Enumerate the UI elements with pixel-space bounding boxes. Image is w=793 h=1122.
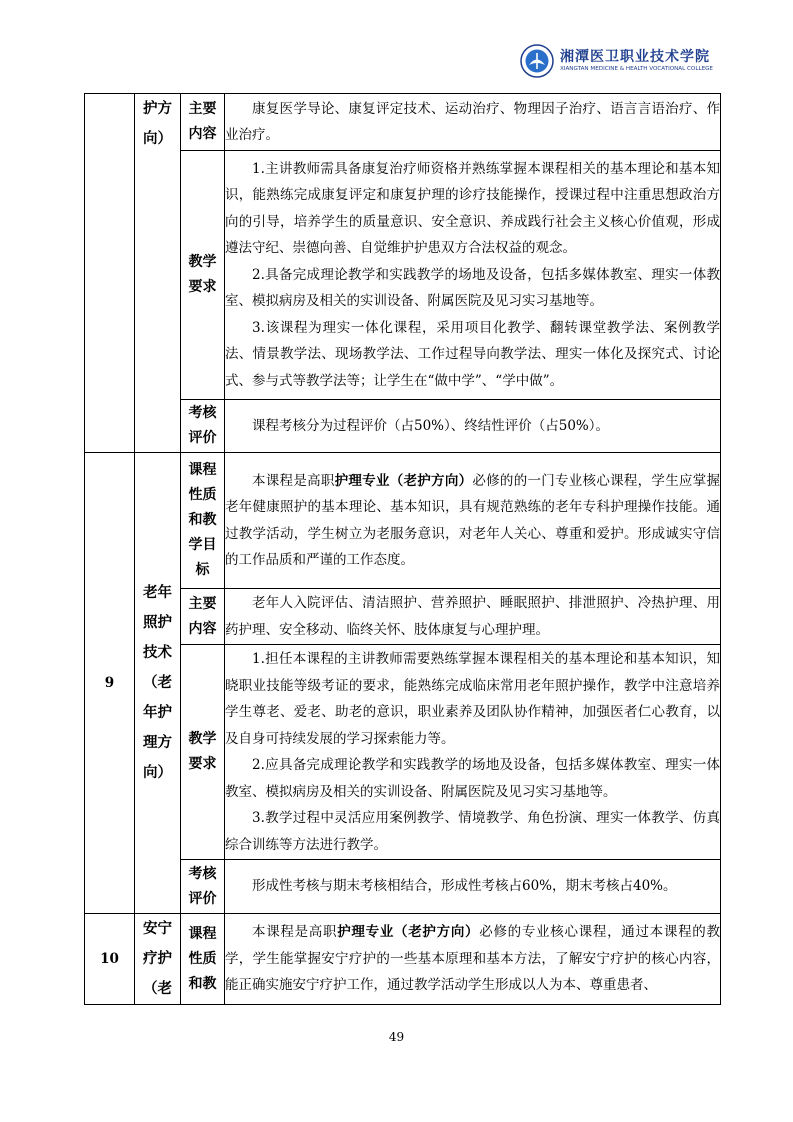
course-number: 10 — [85, 914, 135, 1005]
section-content — [225, 400, 721, 453]
paragraph: 形成性考核与期末考核相结合，形成性考核占60%，期末考核占40%。 — [252, 878, 677, 895]
section-heading: 课程 性质 和教 学目 标 — [181, 453, 225, 589]
logo-chinese-name: 湘潭医卫职业技术学院 — [560, 49, 710, 65]
goal-text-post: 必修的的一门专业核心课程，学生应掌握老年健康照护的基本理论、基本知识，具有规范熟练的老年专科护理操作技能。通过教学活动，学生树立为老服务意识，对老年人关心、尊重和爱护。形成诚实守信的工作品质和严谨的工作态度。 — [225, 472, 721, 568]
section-heading: 考核 评价 — [181, 860, 225, 914]
section-content — [225, 645, 721, 860]
section-content — [225, 589, 721, 645]
course-name: 护方 向） — [135, 94, 181, 453]
goal-text-major: 护理专业（老护方向） — [334, 472, 473, 489]
table-row — [85, 94, 721, 151]
paragraph: 3.该课程为理实一体化课程，采用项目化教学、翻转课堂教学法、案例教学法、情景教学法、现场教学法、工作过程导向教学法、理实一体化及探究式、讨论式、参与式等教学法等；让学生在“做中学”、“学中做”。 — [225, 319, 720, 389]
table-row — [85, 589, 721, 645]
table-row — [85, 453, 721, 589]
table-row — [85, 151, 721, 400]
section-content — [225, 860, 721, 914]
section-content — [225, 914, 721, 1005]
page-number: 49 — [388, 1030, 405, 1044]
paragraph: 课程考核分为过程评价（占50%）、终结性评价（占50%）。 — [252, 417, 610, 434]
table-row — [85, 400, 721, 453]
paragraph: 1.担任本课程的主讲教师需要熟练掌握本课程相关的基本理论和基本知识，知晓职业技能等级考证的要求，能熟练完成临床常用老年照护操作，教学中注意培养学生尊老、爱老、助老的意识，职业素养及团队协作精神，加强医者仁心教育，以及自身可持续发展的学习探索能力等。 — [225, 651, 720, 747]
section-heading: 主要 内容 — [181, 94, 225, 151]
goal-text-post: 必修的专业核心课程，通过本课程的教学，学生能掌握安宁疗护的一些基本原理和基本方法，了解安宁疗护的核心内容，能正确实施安宁疗护工作，通过教学活动学生形成以人为本、尊重患者、 — [225, 924, 720, 994]
logo-english-name: XIANGTAN MEDICINE & HEALTH VOCATIONAL COLLEGE — [560, 66, 713, 72]
goal-text-pre: 本课程是高职 — [252, 472, 335, 489]
paragraph: 老年人入院评估、清洁照护、营养照护、睡眠照护、排泄照护、冷热护理、用药护理、安全移动、临终关怀、肢体康复与心理护理。 — [225, 595, 720, 638]
course-number: 9 — [85, 453, 135, 914]
section-content — [225, 94, 721, 151]
section-content — [225, 453, 721, 589]
section-heading: 课程 性质 和教 — [181, 914, 225, 1005]
college-logo — [520, 40, 730, 84]
paragraph: 1.主讲教师需具备康复治疗师资格并熟练掌握本课程相关的基本理论和基本知识，能熟练完成康复评定和康复护理的诊疗技能操作，授课过程中注重思想政治方向的引导，培养学生的质量意识、安全意识、养成践行社会主义核心价值观，形成遵法守纪、崇德向善、自觉维护护患双方合法权益的观念。 — [225, 160, 720, 257]
course-table — [84, 93, 721, 1005]
paragraph: 康复医学导论、康复评定技术、运动治疗、物理因子治疗、语言言语治疗、作业治疗。 — [225, 100, 720, 143]
paragraph: 2.应具备完成理论教学和实践教学的场地及设备，包括多媒体教室、理实一体教室、模拟病房及相关的实训设备、附属医院及见习实习基地等。 — [225, 757, 720, 800]
section-heading: 主要 内容 — [181, 589, 225, 645]
table-row — [85, 914, 721, 1005]
section-content — [225, 151, 721, 400]
goal-text-major: 护理专业（老护方向） — [337, 924, 480, 941]
paragraph: 2.具备完成理论教学和实践教学的场地及设备，包括多媒体教室、理实一体教室、模拟病房及相关的实训设备、附属医院及见习实习基地等。 — [225, 266, 720, 310]
course-number — [85, 94, 135, 453]
course-name: 安宁 疗护 （老 — [135, 914, 181, 1005]
paragraph: 3.教学过程中灵活应用案例教学、情境教学、角色扮演、理实一体教学、仿真综合训练等方法进行教学。 — [225, 810, 720, 853]
goal-text-pre: 本课程是高职 — [252, 924, 338, 941]
section-heading: 教学 要求 — [181, 151, 225, 400]
section-heading: 教学 要求 — [181, 645, 225, 860]
college-emblem-icon — [520, 44, 554, 78]
section-heading: 考核 评价 — [181, 400, 225, 453]
course-name: 老年 照护 技术 （老 年护 理方 向） — [135, 453, 181, 914]
table-row — [85, 860, 721, 914]
table-row — [85, 645, 721, 860]
